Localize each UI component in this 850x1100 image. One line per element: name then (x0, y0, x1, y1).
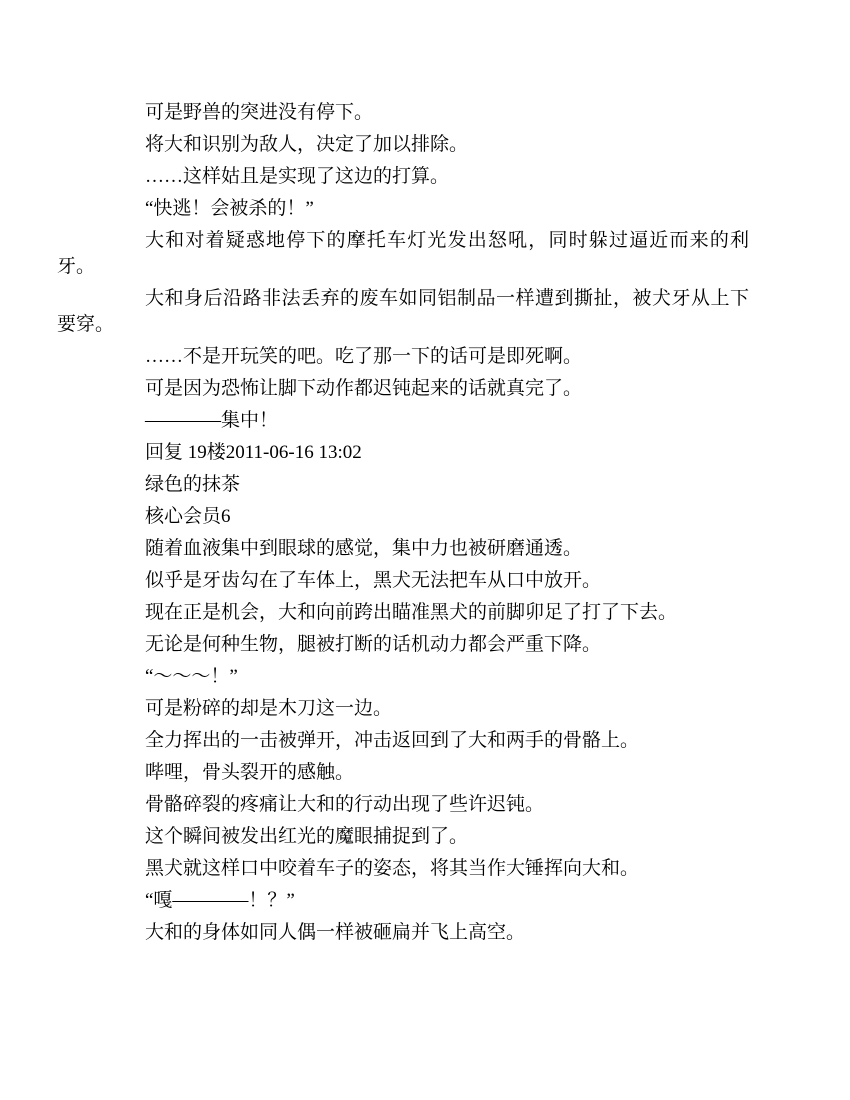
paragraph: 可是粉碎的却是木刀这一边。 (145, 698, 393, 719)
paragraph: 哔哩，骨头裂开的感触。 (145, 762, 355, 783)
paragraph: “快逃！会被杀的！” (145, 198, 314, 219)
post-author-rank: 核心会员6 (145, 506, 231, 527)
paragraph: 随着血液集中到眼球的感觉，集中力也被研磨通透。 (145, 538, 583, 559)
paragraph: 可是因为恐怖让脚下动作都迟钝起来的话就真完了。 (145, 378, 583, 399)
paragraph: 无论是何种生物，腿被打断的话机动力都会严重下降。 (145, 634, 602, 655)
paragraph: ……不是开玩笑的吧。吃了那一下的话可是即死啊。 (145, 346, 583, 367)
paragraph: “嘎————！？” (145, 890, 295, 911)
post-reply-meta: 回复 19楼2011-06-16 13:02 (145, 442, 362, 463)
post-author: 绿色的抹茶 (145, 474, 241, 495)
paragraph: ……这样姑且是实现了这边的打算。 (145, 166, 450, 187)
paragraph: 大和的身体如同人偶一样被砸扁并飞上高空。 (145, 922, 526, 943)
paragraph: 可是野兽的突进没有停下。 (145, 102, 374, 123)
paragraph: 现在正是机会，大和向前跨出瞄准黑犬的前脚卯足了打了下去。 (145, 602, 678, 623)
document-page (57, 100, 749, 952)
paragraph: 黑犬就这样口中咬着车子的姿态，将其当作大锤挥向大和。 (145, 858, 640, 879)
paragraph: “～～～！” (145, 666, 238, 687)
paragraph: 全力挥出的一击被弹开，冲击返回到了大和两手的骨骼上。 (145, 730, 640, 751)
paragraph: 大和身后沿路非法丢弃的废车如同铝制品一样遭到撕扯，被犬牙从上下要穿。 (57, 288, 749, 335)
paragraph: 骨骼碎裂的疼痛让大和的行动出现了些许迟钝。 (145, 794, 545, 815)
paragraph: 将大和识别为敌人，决定了加以排除。 (145, 134, 469, 155)
paragraph: 似乎是牙齿勾在了车体上，黑犬无法把车从口中放开。 (145, 570, 602, 591)
paragraph: 这个瞬间被发出红光的魔眼捕捉到了。 (145, 826, 469, 847)
paragraph: 大和对着疑惑地停下的摩托车灯光发出怒吼，同时躲过逼近而来的利牙。 (57, 230, 749, 277)
paragraph: ————集中！ (145, 410, 279, 431)
